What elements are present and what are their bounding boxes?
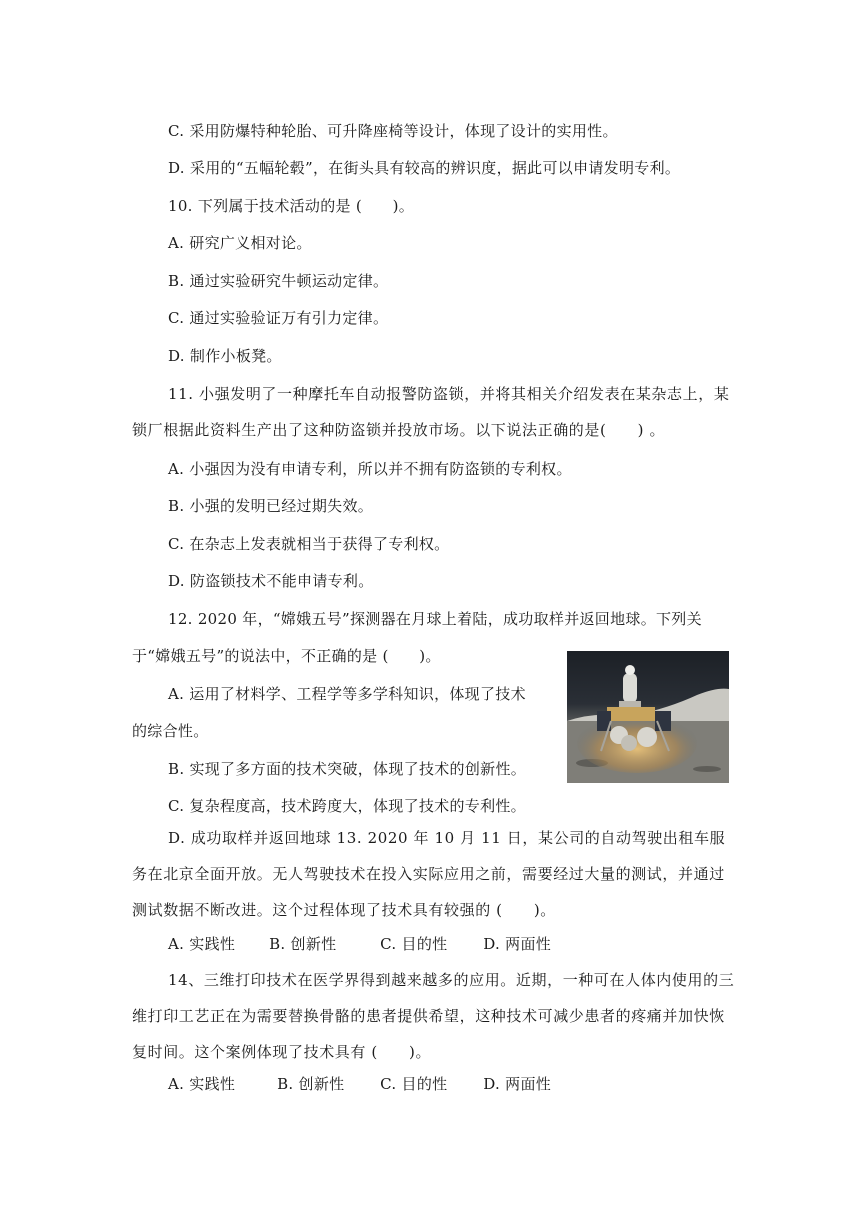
- q9-option-d: D. 采用的“五幅轮毂”，在街头具有较高的辨识度，据此可以申请发明专利。: [168, 159, 681, 177]
- q13-options: [168, 934, 551, 954]
- q11-option-b: B. 小强的发明已经过期失效。: [168, 497, 374, 515]
- lunar-lander-illustration: [567, 651, 729, 783]
- q13-option-d: D. 两面性: [483, 935, 552, 953]
- q13-option-c: C. 目的性: [380, 935, 448, 953]
- q14-option-a: A. 实践性: [168, 1075, 236, 1093]
- q10-option-a: A. 研究广义相对论。: [168, 234, 312, 252]
- q14-option-d: D. 两面性: [483, 1075, 552, 1093]
- q14-option-c: C. 目的性: [380, 1075, 448, 1093]
- q12-stem-line1: 12. 2020 年，“嫦娥五号”探测器在月球上着陆，成功取样并返回地球。下列关: [168, 610, 702, 628]
- q11-option-a: A. 小强因为没有申请专利，所以并不拥有防盗锁的专利权。: [168, 460, 572, 478]
- q10-option-b: B. 通过实验研究牛顿运动定律。: [168, 272, 389, 290]
- q12-option-a-line2: 的综合性。: [132, 722, 209, 740]
- q14-stem: 14、三维打印技术在医学界得到越来越多的应用。近期，一种可在人体内使用的三维打印工艺正在为需要替换骨骼的患者提供希望，这种技术可减少患者的疼痛并加快恢复时间。这个案例体现了技术具有 ( )。: [132, 971, 735, 1061]
- q11-option-c: C. 在杂志上发表就相当于获得了专利权。: [168, 535, 450, 553]
- q11-stem: 11. 小强发明了一种摩托车自动报警防盗锁，并将其相关介绍发表在某杂志上，某锁厂根据此资料生产出了这种防盗锁并投放市场。以下说法正确的是( ) 。: [132, 385, 730, 439]
- q12-option-a-line1: A. 运用了材料学、工程学等多学科知识，体现了技术: [168, 685, 526, 703]
- q9-option-c: C. 采用防爆特种轮胎、可升降座椅等设计，体现了设计的实用性。: [168, 122, 618, 140]
- q13-stem: D. 成功取样并返回地球 13. 2020 年 10 月 11 日，某公司的自动驾驶出租车服务在北京全面开放。无人驾驶技术在投入实际应用之前，需要经过大量的测试，并通过测试数据不断改进。这个过程体现了技术具有较强的 ( )。: [132, 829, 726, 919]
- q12-stem-line2: 于“嫦娥五号”的说法中，不正确的是 ( )。: [132, 647, 441, 665]
- q12-option-c: C. 复杂程度高，技术跨度大，体现了技术的专利性。: [168, 797, 526, 815]
- q11-option-d: D. 防盗锁技术不能申请专利。: [168, 572, 374, 590]
- q12-option-b: B. 实现了多方面的技术突破，体现了技术的创新性。: [168, 760, 527, 778]
- q13-option-b: B. 创新性: [269, 935, 337, 953]
- q14-option-b: B. 创新性: [277, 1075, 345, 1093]
- q13-option-a: A. 实践性: [168, 935, 236, 953]
- q10-option-d: D. 制作小板凳。: [168, 347, 282, 365]
- q10-stem: 10. 下列属于技术活动的是 ( )。: [168, 197, 415, 215]
- q10-option-c: C. 通过实验验证万有引力定律。: [168, 309, 389, 327]
- change5-lander-photo: [567, 651, 729, 783]
- q14-options: [168, 1074, 551, 1094]
